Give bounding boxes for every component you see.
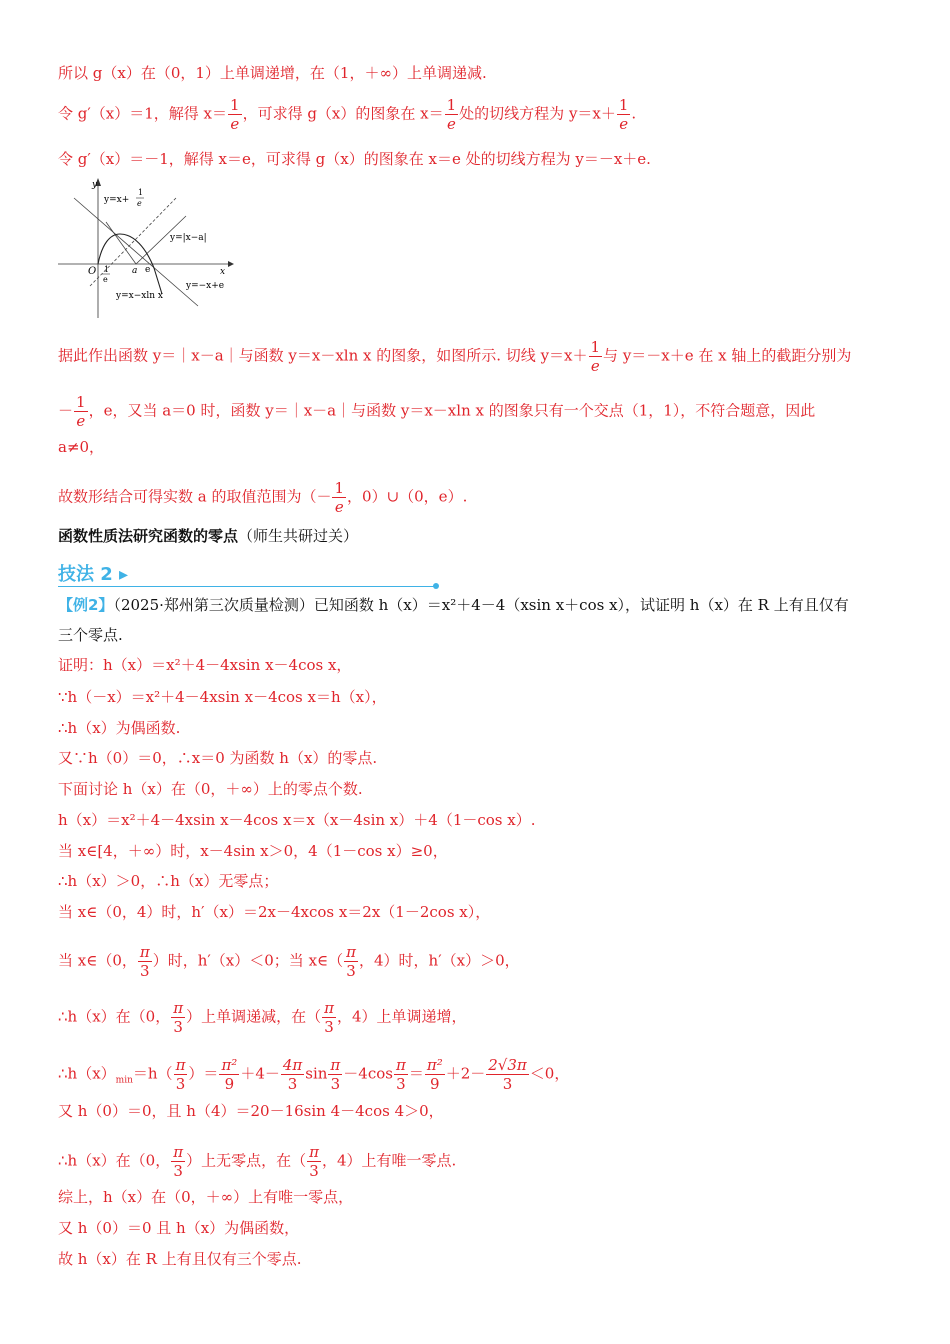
fraction: $\frac{1}{e}$ — [446, 96, 457, 133]
proof-line: 下面讨论 h（x）在（0，＋∞）上的零点个数. — [58, 780, 363, 798]
tangent-2-label: y=−x+e — [186, 281, 225, 291]
fraction: $\frac{\text{π²}}{9}$ — [221, 1056, 238, 1093]
text-line: 所以 g（x）在（0，1）上单调递增，在（1，＋∞）上单调递减. — [58, 64, 487, 82]
function-graph-figure — [58, 176, 238, 322]
fraction: $\frac{\pi}{3}$ — [395, 1056, 406, 1093]
proof-line: 又 h（0）＝0 且 h（x）为偶函数， — [58, 1219, 300, 1237]
fraction: $\frac{1}{e}$ — [590, 338, 601, 375]
proof-line: ∵h（－x）＝x²＋4－4xsin x－4cos x＝h（x）， — [58, 688, 387, 706]
divider — [58, 586, 438, 587]
fraction: $\frac{\pi}{3}$ — [173, 999, 184, 1036]
fraction: $\frac{4\pi}{3}$ — [282, 1056, 303, 1093]
tangent-1-numerator: 1 — [138, 188, 144, 197]
example-statement-cont: 三个零点. — [58, 626, 123, 644]
proof-line: h（x）＝x²＋4－4xsin x－4cos x＝x（x－4sin x）＋4（1－cos x）. — [58, 811, 536, 829]
proof-line-derivative-sign: 当 x∈（0， $\frac{\pi}{3}$ ）时，h′（x）＜0；当 x∈（ $\frac{\pi}{3}$ ，4）时，h′（x）＞0， — [58, 943, 520, 980]
fraction: $\frac{\pi}{3}$ — [330, 1056, 341, 1093]
fraction: $\frac{\text{π²}}{9}$ — [426, 1056, 443, 1093]
origin-label: O — [88, 266, 97, 277]
fraction: $\frac{\pi}{3}$ — [346, 943, 356, 980]
technique-badge: 技法 2 ▸ — [58, 564, 129, 585]
proof-line: 当 x∈（0，4）时，h′（x）＝2x－4xcos x＝2x（1－2cos x）， — [58, 903, 491, 921]
proof-line: 又∵h（0）＝0，∴x＝0 为函数 h（x）的零点. — [58, 749, 378, 767]
curve-label: y=x−xln x — [116, 291, 163, 301]
text-line-graph-explanation: 据此作出函数 y＝｜x－a｜与函数 y＝x－xln x 的图象，如图所示. 切线 y＝x＋ $\frac{1}{e}$ 与 y＝－x＋e 在 x 轴上的截距分别为 — [58, 338, 852, 375]
fraction: $\frac{\pi}{3}$ — [324, 999, 334, 1036]
section-heading: 函数性质法研究函数的零点（师生共研过关） — [58, 527, 359, 545]
point-a-label: a — [132, 266, 138, 276]
tangent-1-denominator: e — [137, 199, 142, 208]
point-e-label: e — [145, 265, 151, 275]
proof-line: ∴h（x）为偶函数. — [58, 719, 181, 737]
point-1-over-e-numerator: 1 — [104, 265, 110, 274]
proof-line-minimum: $\therefore h(x)_{min}=h$（ $\frac{\pi}{3}$ ）＝ $\frac{\text{π²}}{9}$ ＋4－ $\frac{4\pi}{3}$ sin $\frac{\pi}{3}$ －4cos $\frac{\pi}{3}$ ＝ $\frac{\text{π²}}{9}$ ＋2－ $\frac{2√3\pi}{3}$ ＜0， — [58, 1056, 570, 1093]
example-statement: 【例2】（2025·郑州第三次质量检测）已知函数 h（x）＝x²＋4－4（xsin x＋cos x），试证明 h（x）在 R 上有且仅有 — [58, 596, 849, 614]
tangent-1-label: y=x+ — [104, 195, 130, 205]
proof-line: 故 h（x）在 R 上有且仅有三个零点. — [58, 1250, 302, 1268]
proof-line: 又 h（0）＝0，且 h（4）＝20－16sin 4－4cos 4＞0， — [58, 1102, 444, 1120]
point-1-over-e-denominator: e — [103, 275, 108, 284]
text-line-tangent-2: 令 g′（x）＝－1，解得 x＝e，可求得 g（x）的图象在 x＝e 处的切线方程为 y＝－x＋e. — [58, 150, 651, 168]
text-line-conclusion: 故数形结合可得实数 a 的取值范围为（－ $\frac{1}{e}$ ，0）∪（0，e）. — [58, 479, 468, 516]
abs-function-label: y=|x−a| — [170, 233, 207, 243]
proof-line: ∴h（x）＞0，∴h（x）无零点； — [58, 872, 279, 890]
divider-dot — [433, 583, 439, 589]
fraction: $\frac{2√3\pi}{3}$ — [488, 1056, 527, 1093]
text-line-intercepts: － $\frac{1}{e}$ ，e，又当 a＝0 时，函数 y＝｜x－a｜与函数 y＝x－xln x 的图象只有一个交点（1，1），不符合题意，因此 — [58, 393, 816, 430]
proof-line: 当 x∈[4，＋∞）时，x－4sin x＞0，4（1－cos x）≥0， — [58, 842, 448, 860]
fraction: $\frac{1}{e}$ — [618, 96, 629, 133]
proof-line-zeros: ∴h（x）在（0， $\frac{\pi}{3}$ ）上无零点，在（ $\frac{\pi}{3}$ ，4）上有唯一零点. — [58, 1143, 457, 1180]
fraction: $\frac{\pi}{3}$ — [175, 1056, 186, 1093]
fraction: $\frac{\pi}{3}$ — [139, 943, 150, 980]
fraction: $\frac{1}{e}$ — [334, 479, 345, 516]
text-line-tangent-1: 令 g′（x）＝1，解得 x＝ $\frac{1}{e}$ ，可求得 g（x）的图象在 x＝ $\frac{1}{e}$ 处的切线方程为 y＝x＋ $\frac{1}{e}$ . — [58, 96, 637, 133]
text-line: a≠0， — [58, 438, 105, 456]
proof-line: 证明：h（x）＝x²＋4－4xsin x－4cos x， — [58, 656, 352, 674]
y-axis-label: y — [92, 180, 98, 190]
x-axis-label: x — [220, 267, 226, 277]
proof-line-monotonicity: ∴h（x）在（0， $\frac{\pi}{3}$ ）上单调递减，在（ $\frac{\pi}{3}$ ，4）上单调递增， — [58, 999, 467, 1036]
fraction: $\frac{1}{e}$ — [76, 393, 86, 430]
fraction: $\frac{\pi}{3}$ — [173, 1143, 184, 1180]
fraction: $\frac{1}{e}$ — [230, 96, 240, 133]
proof-line: 综上，h（x）在（0，＋∞）上有唯一零点， — [58, 1188, 354, 1206]
fraction: $\frac{\pi}{3}$ — [309, 1143, 319, 1180]
